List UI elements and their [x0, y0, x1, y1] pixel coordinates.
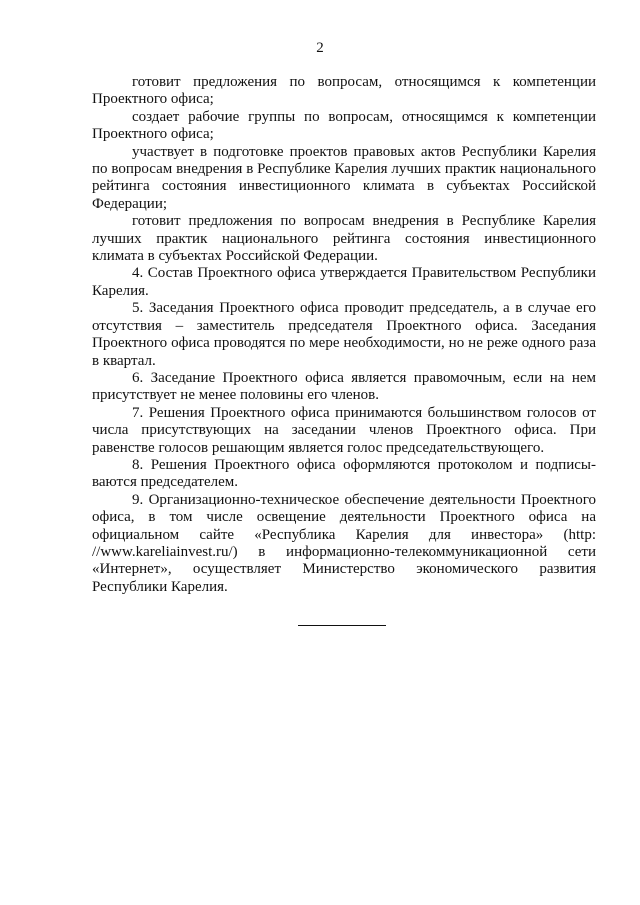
- end-divider-line: [298, 625, 386, 626]
- paragraph-item-9: 9. Организационно-техническое обеспечение деятельности Проектного офиса, в том числе освещение деятельности Проектного офиса на официальном сайте «Республика Карелия для инвестора» (http: //www.kareliainvest.ru/) в информационно-телекоммуникационной сети «Интернет», осуществляет Министерство экономического развития Республики Карелия.: [92, 491, 596, 595]
- paragraph-item-7: 7. Решения Проектного офиса принимаются большинством голосов от числа присутствующих на заседании членов Проектного офиса. При равенстве голосов решающим является голос председательствующего.: [92, 404, 596, 456]
- page-number: 2: [316, 40, 324, 56]
- paragraph-item-6: 6. Заседание Проектного офиса является правомочным, если на нем присутствует не менее половины его членов.: [92, 369, 596, 404]
- paragraph-legal-acts: участвует в подготовке проектов правовых актов Республики Карелия по вопросам внедрения в Республике Карелия лучших практик национального рейтинга состояния инвестиционного климата в субъектах Российской Федерации;: [92, 143, 596, 212]
- paragraph-item-4: 4. Состав Проектного офиса утверждается Правительством Республики Карелия.: [92, 265, 596, 299]
- paragraph-item-8: 8. Решения Проектного офиса оформляются протоколом и подписываются председателем.: [92, 456, 596, 491]
- paragraph-proposals-competence: готовит предложения по вопросам, относящимся к компетенции Проектного офиса;: [92, 74, 596, 108]
- document-body: [92, 74, 596, 596]
- paragraph-item-5: 5. Заседания Проектного офиса проводит председатель, а в случае его отсутствия – заместитель председателя Проектного офиса. Заседания Проектного офиса проводятся по мере необходимости, но не реже одного раза в квартал.: [92, 300, 596, 369]
- paragraph-working-groups: создает рабочие группы по вопросам, относящимся к компетенции Проектного офиса;: [92, 108, 596, 143]
- paragraph-best-practices: готовит предложения по вопросам внедрения в Республике Карелия лучших практик национального рейтинга состояния инвестиционного климата в субъектах Российской Федерации.: [92, 213, 596, 265]
